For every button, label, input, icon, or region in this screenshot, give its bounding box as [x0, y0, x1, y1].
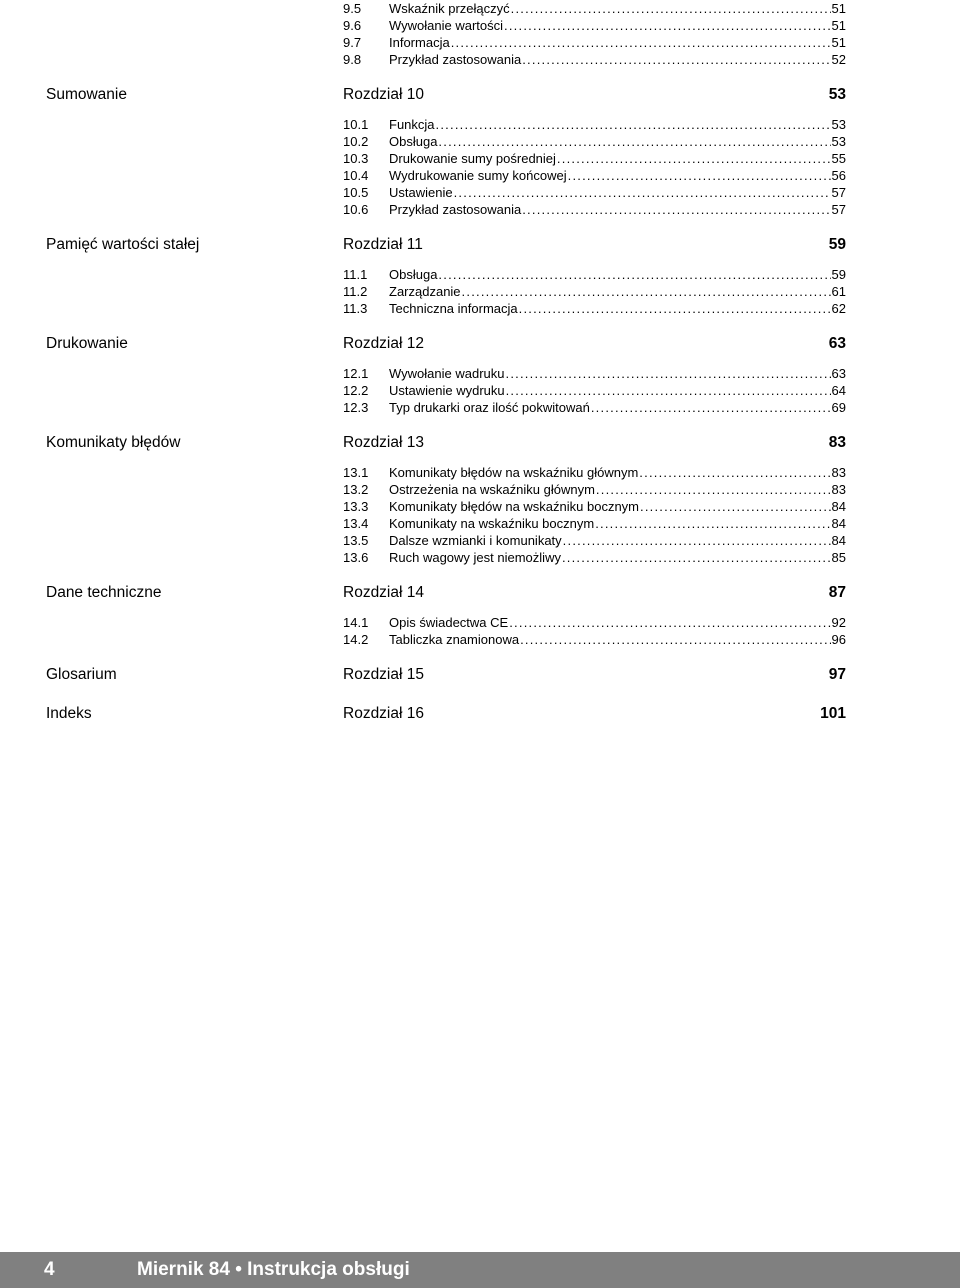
- toc-entry-page: 84: [831, 499, 846, 514]
- toc-entry-page: 51: [831, 1, 846, 16]
- toc-section-heading[interactable]: [0, 235, 846, 255]
- toc-entry-number: 14.2: [343, 632, 369, 647]
- toc-entry-page: 56: [831, 168, 846, 183]
- toc-entry-number: 12.2: [343, 383, 369, 398]
- toc-entry[interactable]: [343, 549, 846, 566]
- toc-entry-title: Przykład zastosowania: [389, 52, 522, 67]
- toc-entry-title: Techniczna informacja: [389, 301, 518, 316]
- page-footer: [0, 1252, 960, 1288]
- dot-leader: [557, 150, 831, 167]
- chapter-label: Rozdział 16: [343, 705, 424, 722]
- toc-entry[interactable]: [343, 150, 846, 167]
- footer-page-number: 4: [44, 1259, 55, 1280]
- toc-entry-title: Funkcja: [389, 117, 435, 132]
- dot-leader: [596, 481, 831, 498]
- toc-entry-page: 96: [831, 632, 846, 647]
- section-title: Dane techniczne: [46, 584, 162, 601]
- section-page: 59: [828, 236, 846, 253]
- dot-leader: [640, 498, 831, 515]
- dot-leader: [563, 532, 831, 549]
- toc-section-heading[interactable]: [0, 665, 846, 685]
- dot-leader: [522, 201, 830, 218]
- toc-entry-title: Komunikaty błędów na wskaźniku głównym: [389, 465, 639, 480]
- dot-leader: [591, 399, 831, 416]
- toc-entry-title: Typ drukarki oraz ilość pokwitowań: [389, 400, 590, 415]
- toc-entry-title: Opis świadectwa CE: [389, 615, 509, 630]
- dot-leader: [509, 614, 830, 631]
- dot-leader: [595, 515, 830, 532]
- toc-entry-page: 51: [831, 18, 846, 33]
- dot-leader: [438, 266, 830, 283]
- toc-entry-page: 59: [831, 267, 846, 282]
- toc-entry-title: Ostrzeżenia na wskaźniku głównym: [389, 482, 595, 497]
- toc-entry-page: 62: [831, 301, 846, 316]
- dot-leader: [438, 133, 830, 150]
- section-page: 97: [828, 666, 846, 683]
- toc-entry-number: 9.6: [343, 18, 362, 33]
- toc-entry-number: 11.2: [343, 284, 368, 299]
- dot-leader: [519, 300, 831, 317]
- toc-entry-title: Zarządzanie: [389, 284, 461, 299]
- toc-entry-number: 13.4: [343, 516, 369, 531]
- section-page: 83: [828, 434, 846, 451]
- toc-entry-page: 83: [831, 465, 846, 480]
- toc-entry-number: 13.5: [343, 533, 369, 548]
- chapter-label: Rozdział 14: [343, 584, 424, 601]
- toc-entry-number: 13.2: [343, 482, 369, 497]
- toc-entry-number: 9.8: [343, 52, 362, 67]
- chapter-label: Rozdział 12: [343, 335, 424, 352]
- toc-entry-page: 83: [831, 482, 846, 497]
- toc-entry[interactable]: [343, 167, 846, 184]
- toc-entry-number: 10.2: [343, 134, 369, 149]
- toc-entry-page: 92: [831, 615, 846, 630]
- toc-entry-title: Komunikaty błędów na wskaźniku bocznym: [389, 499, 640, 514]
- toc-entry-title: Ustawienie wydruku: [389, 383, 505, 398]
- toc-entry-number: 13.1: [343, 465, 369, 480]
- toc-entry-number: 13.6: [343, 550, 369, 565]
- section-page: 63: [828, 335, 846, 352]
- dot-leader: [520, 631, 830, 648]
- toc-entry-title: Ruch wagowy jest niemożliwy: [389, 550, 561, 565]
- chapter-label: Rozdział 13: [343, 434, 424, 451]
- chapter-label: Rozdział 15: [343, 666, 424, 683]
- toc-entry[interactable]: [343, 283, 846, 300]
- toc-entry[interactable]: [343, 399, 846, 416]
- chapter-label: Rozdział 11: [343, 236, 423, 253]
- toc-entry-page: 84: [831, 533, 846, 548]
- toc-entry[interactable]: [343, 515, 846, 532]
- toc-entry-number: 9.5: [343, 1, 362, 16]
- toc-entry-number: 10.1: [343, 117, 369, 132]
- dot-leader: [562, 549, 831, 566]
- section-title: Drukowanie: [46, 335, 128, 352]
- toc-entry-page: 53: [831, 134, 846, 149]
- section-title: Glosarium: [46, 666, 117, 683]
- toc-entry-number: 10.4: [343, 168, 369, 183]
- toc-entry-page: 69: [831, 400, 846, 415]
- toc-entry-page: 55: [831, 151, 846, 166]
- toc-entry-title: Ustawienie: [389, 185, 453, 200]
- toc-entry-title: Wskaźnik przełączyć: [389, 1, 510, 16]
- toc-entry-title: Obsługa: [389, 267, 438, 282]
- dot-leader: [568, 167, 831, 184]
- toc-entry-title: Wywołanie wadruku: [389, 366, 505, 381]
- toc-entry[interactable]: [343, 382, 846, 399]
- toc-entry-page: 84: [831, 516, 846, 531]
- toc-entry-page: 52: [831, 52, 846, 67]
- toc-entry-number: 12.1: [343, 366, 369, 381]
- toc-entry-title: Tabliczka znamionowa: [389, 632, 520, 647]
- toc-section-heading[interactable]: [0, 85, 846, 105]
- dot-leader: [506, 365, 831, 382]
- section-title: Indeks: [46, 705, 92, 722]
- toc-entry-page: 57: [831, 202, 846, 217]
- toc-entry-number: 10.6: [343, 202, 369, 217]
- toc-entry-number: 9.7: [343, 35, 362, 50]
- toc-section-heading[interactable]: [0, 433, 846, 453]
- dot-leader: [506, 382, 831, 399]
- dot-leader: [511, 0, 831, 17]
- dot-leader: [454, 184, 831, 201]
- toc-entry[interactable]: [343, 116, 846, 133]
- toc-entry[interactable]: [343, 498, 846, 515]
- toc-entry-number: 10.5: [343, 185, 369, 200]
- toc-section-heading[interactable]: [0, 583, 846, 603]
- toc-entry[interactable]: [343, 266, 846, 283]
- toc-entry[interactable]: [343, 201, 846, 218]
- toc-entry[interactable]: [343, 532, 846, 549]
- section-page: 87: [828, 584, 846, 601]
- footer-title: Miernik 84 • Instrukcja obsługi: [137, 1259, 410, 1280]
- section-page: 53: [828, 86, 846, 103]
- toc-section-heading[interactable]: [0, 334, 846, 354]
- section-title: Sumowanie: [46, 86, 127, 103]
- toc-entry-number: 11.3: [343, 301, 368, 316]
- toc-entry[interactable]: [343, 631, 846, 648]
- toc-entry-page: 64: [831, 383, 846, 398]
- toc-entry-page: 63: [831, 366, 846, 381]
- toc-entry[interactable]: [343, 464, 846, 481]
- toc-entry[interactable]: [343, 365, 846, 382]
- toc-entry-number: 13.3: [343, 499, 369, 514]
- section-title: Komunikaty błędów: [46, 434, 181, 451]
- toc-entry-title: Drukowanie sumy pośredniej: [389, 151, 556, 166]
- toc-entry-page: 57: [831, 185, 846, 200]
- toc-entry-number: 14.1: [343, 615, 369, 630]
- dot-leader: [504, 17, 831, 34]
- toc-entry[interactable]: [343, 614, 846, 631]
- toc-entry-title: Obsługa: [389, 134, 438, 149]
- section-page: 101: [820, 705, 846, 722]
- toc-entry-number: 11.1: [343, 267, 368, 282]
- toc-entry[interactable]: [343, 34, 846, 51]
- dot-leader: [436, 116, 831, 133]
- dot-leader: [522, 51, 830, 68]
- toc-entry-title: Przykład zastosowania: [389, 202, 522, 217]
- chapter-label: Rozdział 10: [343, 86, 424, 103]
- dot-leader: [451, 34, 831, 51]
- toc-entry-page: 53: [831, 117, 846, 132]
- toc-entry-page: 51: [831, 35, 846, 50]
- section-title: Pamięć wartości stałej: [46, 236, 200, 253]
- dot-leader: [462, 283, 831, 300]
- toc-entry[interactable]: [343, 0, 846, 17]
- toc-entry[interactable]: [343, 133, 846, 150]
- toc-entry[interactable]: [343, 481, 846, 498]
- toc-entry[interactable]: [343, 184, 846, 201]
- toc-entry[interactable]: [343, 51, 846, 68]
- toc-entry-number: 12.3: [343, 400, 369, 415]
- toc-entry-number: 10.3: [343, 151, 369, 166]
- dot-leader: [639, 464, 830, 481]
- toc-entry[interactable]: [343, 300, 846, 317]
- toc-entry-page: 85: [831, 550, 846, 565]
- toc-entry-title: Wydrukowanie sumy końcowej: [389, 168, 567, 183]
- toc-entry-title: Dalsze wzmianki i komunikaty: [389, 533, 562, 548]
- toc-entry-title: Komunikaty na wskaźniku bocznym: [389, 516, 595, 531]
- toc-entry-title: Informacja: [389, 35, 450, 50]
- toc-entry[interactable]: [343, 17, 846, 34]
- toc-section-heading[interactable]: [0, 704, 846, 724]
- toc-entry-title: Wywołanie wartości: [389, 18, 504, 33]
- toc-entry-page: 61: [831, 284, 846, 299]
